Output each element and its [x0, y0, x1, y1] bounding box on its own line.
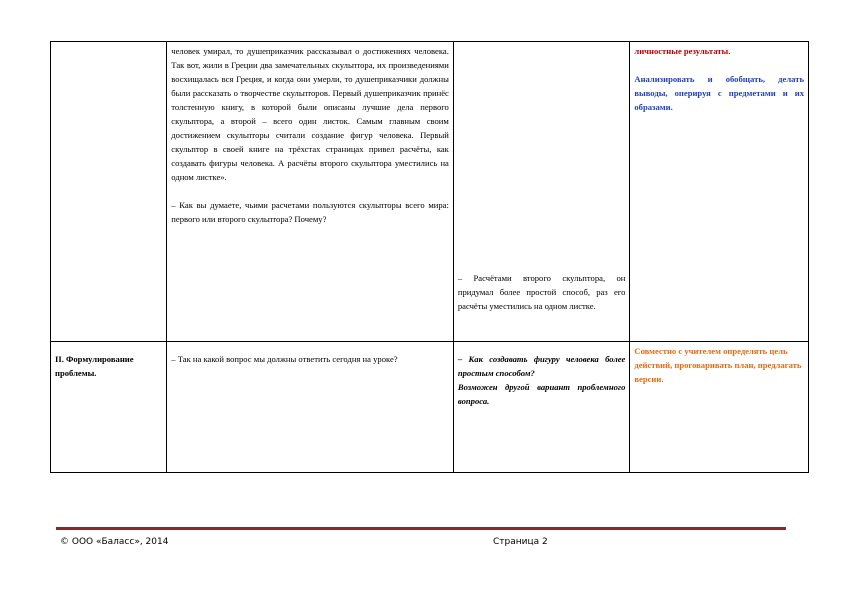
table-row [51, 42, 809, 342]
alternative-note-text: Возможен другой вариант проблемного вопроса. [457, 382, 626, 406]
problem-question-text: – Как создавать фигуру человека более простым способом? [457, 354, 626, 378]
student-answer-text: – Расчётами второго скульптора, он придумал более простой способ, раз его расчёты уместились на одном листке. [457, 273, 626, 311]
regulatory-results-text: Совместно с учителем определять цель действий, проговаривать план, предлагать версии. [634, 346, 802, 384]
stage-title: II. Формулирование проблемы. [55, 354, 134, 378]
teacher-activity-cell [167, 42, 454, 342]
uud-cell [630, 42, 809, 342]
cognitive-results-text: Анализировать и обобщать, делать выводы, оперируя с предметами и их образами. [634, 74, 804, 112]
uud-cell [630, 342, 809, 473]
teacher-activity-cell [167, 342, 454, 473]
teacher-question-text: – Как вы думаете, чьими расчетами пользуются скульпторы всего мира: первого или второго скульптора? Почему? [171, 200, 449, 224]
lesson-table [50, 41, 809, 473]
teacher-question-text: – Так на какой вопрос мы должны ответить сегодня на уроке? [171, 354, 398, 364]
student-activity-cell [453, 42, 630, 342]
personal-results-text: личностные результаты. [634, 46, 731, 56]
footer-copyright: © ООО «Баласс», 2014 [60, 537, 169, 547]
footer-rule [56, 527, 786, 530]
stage-cell [51, 42, 167, 342]
teacher-story-text: человек умирал, то душеприказчик рассказывал о достижениях человека. Так вот, жили в Греции два замечательных скульптора, их произведениями восхищалась вся Греция, и когда они умерли, то душеприказчики должны были рассказать о творчестве скульпторов. Первый душеприказчик принёс толстенную книгу, в которой были описаны лучшие дела первого скульптора, а второй – всего один листок. Самым главным своим достижением скульпторы считали создание фигур человека. Первый скульптор в своей книге на трёхстах страницах привел расчёты, как создавать фигуры человека. А расчёты второго скульптора уместились на одном листке». [171, 46, 449, 182]
student-activity-cell [453, 342, 630, 473]
footer-page-number: Страница 2 [493, 537, 548, 547]
stage-cell [51, 342, 167, 473]
table-row [51, 342, 809, 473]
